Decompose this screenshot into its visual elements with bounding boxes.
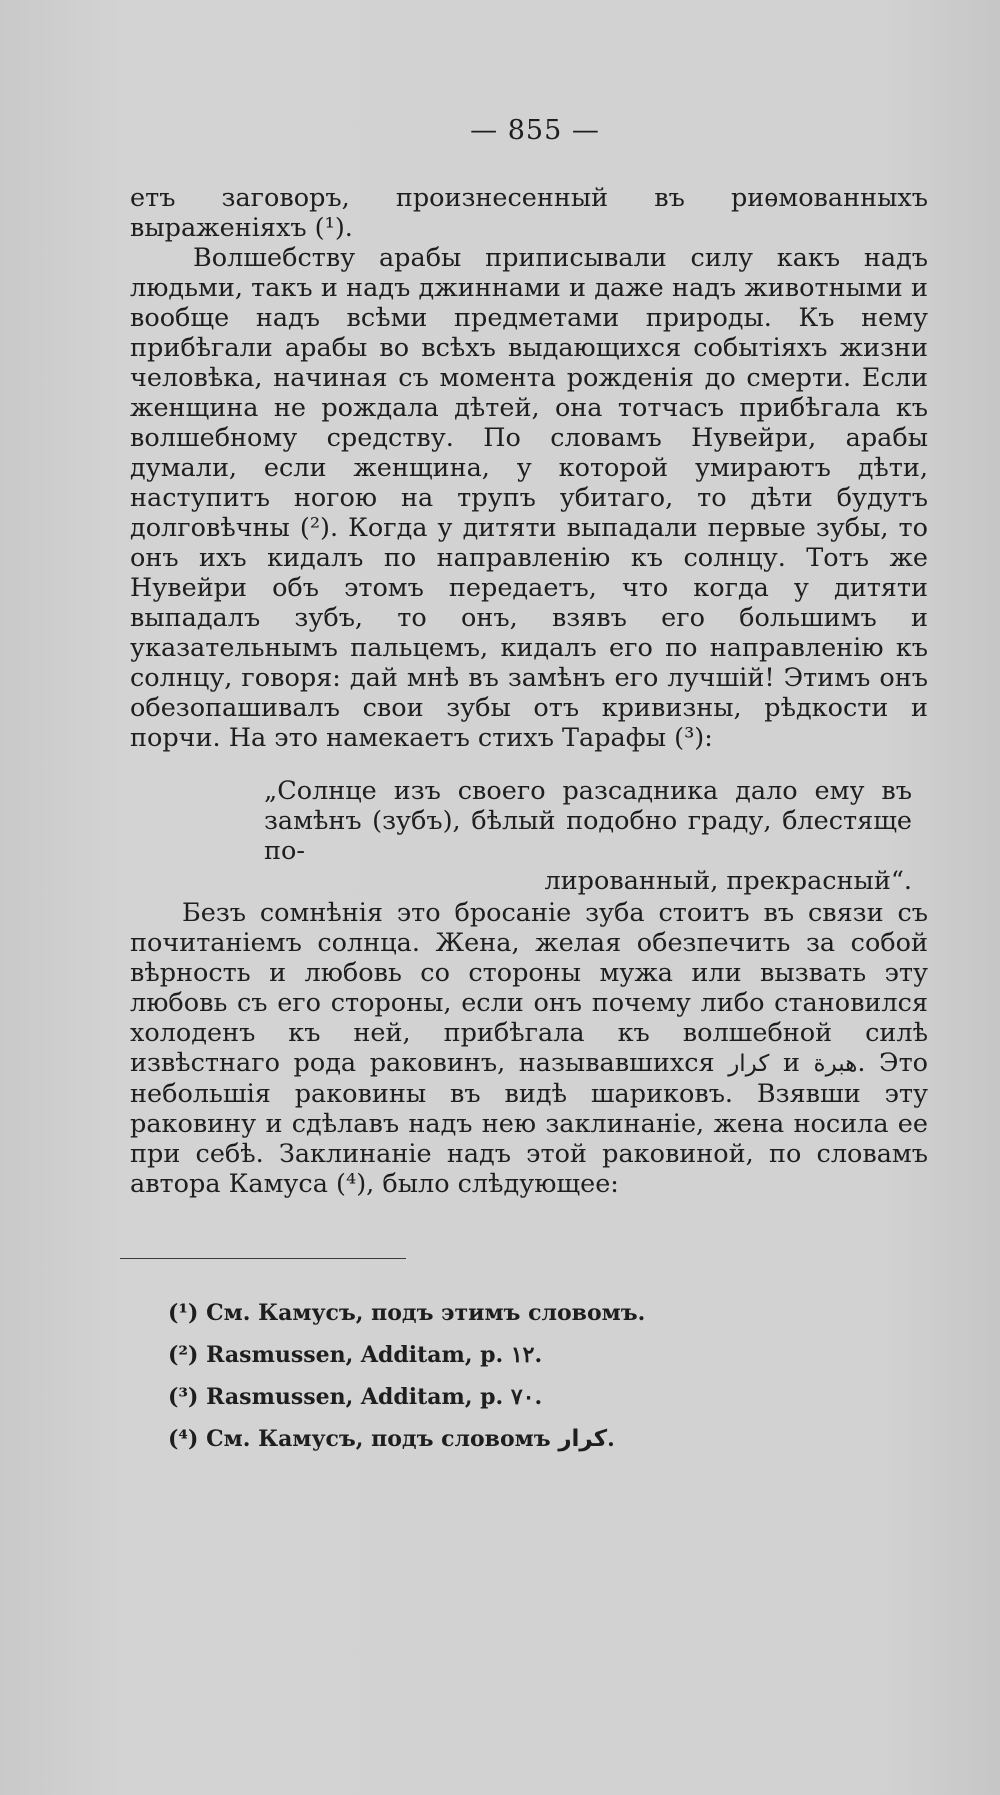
footnote-end: . <box>607 1426 615 1452</box>
footnotes <box>168 1292 868 1460</box>
footnote-arabic-word: كرار <box>558 1426 608 1452</box>
paragraph-3-start: Безъ сомнѣнiя это бросанiе зуба стоитъ въ связи съ почитанiемъ солнца. Жена, желая обезпечить за собой вѣрность и любовь со стороны мужа или вызвать эту любовь съ его стороны, если онъ почему либо становился холоденъ къ ней, прибѣгала къ волшебной силѣ извѣстнаго рода раковинъ, называвшихся <box>130 898 928 1078</box>
verse-quote <box>264 776 912 896</box>
footnote-4 <box>168 1418 868 1460</box>
footnote-mark: (⁴) <box>168 1426 199 1452</box>
main-text <box>130 183 928 753</box>
footnote-divider <box>120 1258 406 1259</box>
footnote-mark: (²) <box>168 1342 199 1368</box>
arabic-word-habra: هبرة <box>813 1051 858 1077</box>
footnote-mark: (³) <box>168 1384 199 1410</box>
page-number: — 855 — <box>470 115 600 146</box>
paragraph-3-end: . Это небольшiя раковины въ видѣ шариковъ. Взявши эту раковину и сдѣлавъ надъ нею заклинанiе, жена носила ее при себѣ. Заклинанiе надъ этой раковиной, по словамъ автора Камуса (⁴), было слѣдующее: <box>130 1048 929 1199</box>
footnote-1 <box>168 1292 868 1334</box>
footnote-text: Rasmussen, Additam, p. ١٢. <box>206 1342 543 1368</box>
footnote-text: Rasmussen, Additam, p. ٧٠. <box>206 1384 543 1410</box>
paragraph-2: Волшебству арабы приписывали силу какъ надъ людьми, такъ и надъ джиннами и даже надъ животными и вообще надъ всѣми предметами природы. Къ нему прибѣгали арабы во всѣхъ выдающихся событiяхъ жизни человѣка, начиная съ момента рожденiя до смерти. Если женщина не рождала дѣтей, она тотчасъ прибѣгала къ волшебному средству. По словамъ Нувейри, арабы думали, если женщина, у которой умираютъ дѣти, наступитъ ногою на трупъ убитаго, то дѣти будутъ долговѣчны (²). Когда у дитяти выпадали первые зубы, то онъ ихъ кидалъ по направленiю къ солнцу. Тотъ же Нувейри объ этомъ передаетъ, что когда у дитяти выпадалъ зубъ, то онъ, взявъ его большимъ и указательнымъ пальцемъ, кидалъ его по направленiю къ солнцу, говоря: дай мнѣ въ замѣнъ его лучшiй! Этимъ онъ обезопашивалъ свои зубы отъ кривизны, рѣдкости и порчи. На это намекаетъ стихъ Тарафы (³): <box>130 243 928 753</box>
paragraph-3 <box>130 898 928 1199</box>
verse-quote-body: „Солнце изъ своего разсадника дало ему въ замѣнъ (зубъ), бѣлый подобно граду, блестяще по- <box>264 776 912 866</box>
paragraph-1: етъ заговоръ, произнесенный въ риѳмованныхъ выраженiяхъ (¹). <box>130 183 928 243</box>
main-text-continued <box>130 898 928 1199</box>
footnote-text: См. Камусъ, подъ этимъ словомъ. <box>206 1300 646 1326</box>
footnote-mark: (¹) <box>168 1300 199 1326</box>
conjunction: и <box>782 1048 800 1078</box>
footnote-3 <box>168 1376 868 1418</box>
arabic-word-karar: كرار <box>728 1051 770 1077</box>
verse-quote-last-line: лированный, прекрасный“. <box>544 866 912 896</box>
footnote-2 <box>168 1334 868 1376</box>
footnote-text: См. Камусъ, подъ словомъ <box>206 1426 551 1452</box>
